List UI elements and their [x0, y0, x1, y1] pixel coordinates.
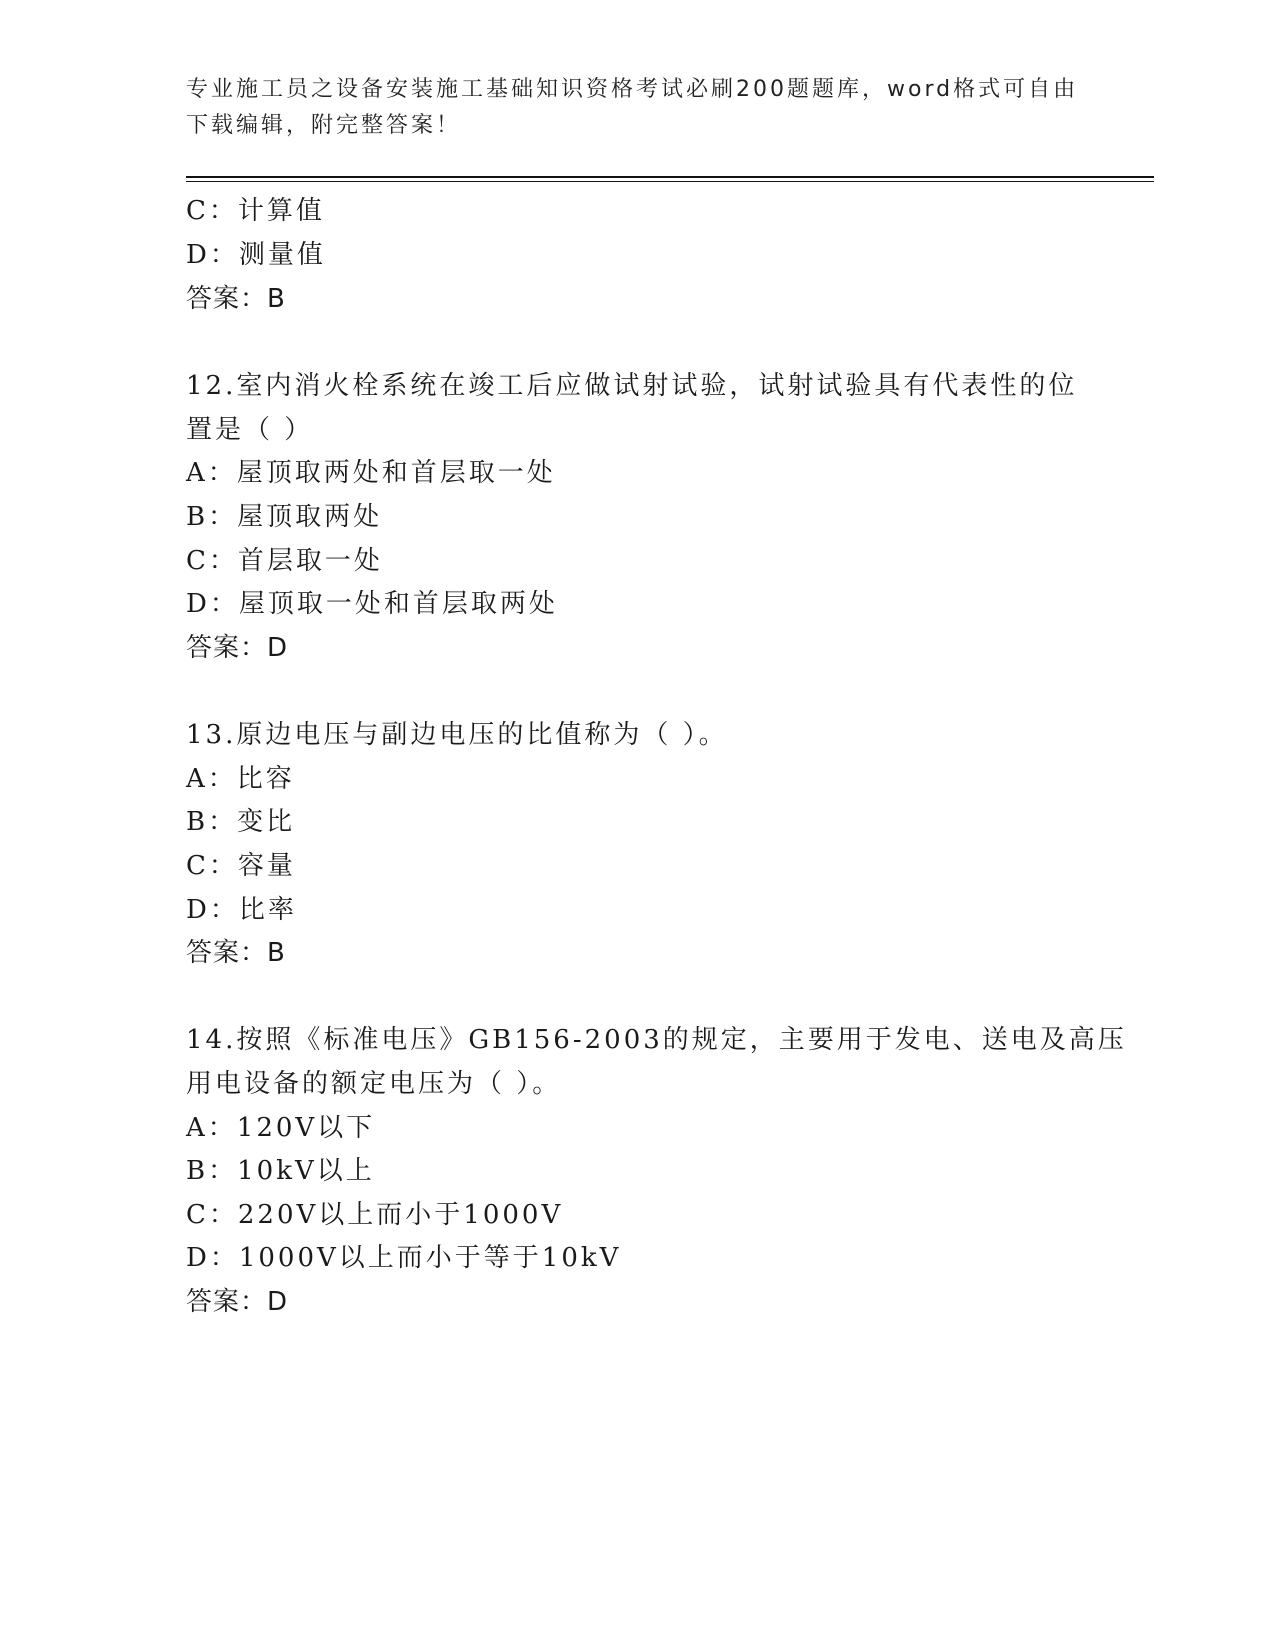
q12-option-a: A：屋顶取两处和首层取一处	[186, 458, 556, 488]
q12-answer: 答案：D	[186, 633, 289, 663]
q13-answer: 答案：B	[186, 938, 286, 968]
document-header	[186, 72, 1086, 144]
header-line-2: 下载编辑，附完整答案！	[186, 113, 462, 138]
q13-option-a: A：比容	[186, 764, 295, 794]
q13-option-c: C：容量	[186, 851, 296, 881]
q14-answer: 答案：D	[186, 1287, 289, 1317]
q13-option-d: D：比率	[186, 895, 297, 925]
q12-option-c: C：首层取一处	[186, 546, 383, 576]
header-divider-thick	[186, 176, 1154, 178]
q13-stem: 13.原边电压与副边电压的比值称为（ ）。	[186, 720, 728, 750]
header-line-1: 专业施工员之设备安装施工基础知识资格考试必刷200题题库，word格式可自由	[186, 77, 1079, 102]
prev-option-d: D：测量值	[186, 240, 326, 270]
prev-option-c: C：计算值	[186, 196, 325, 226]
header-divider-thin	[186, 181, 1154, 182]
q14-option-a: A：120V以下	[186, 1113, 376, 1143]
q13-option-b: B：变比	[186, 807, 296, 837]
q14-stem-line-1: 14.按照《标准电压》GB156-2003的规定，主要用于发电、送电及高压	[186, 1025, 1127, 1055]
q12-stem-line-1: 12.室内消火栓系统在竣工后应做试射试验，试射试验具有代表性的位	[186, 371, 1078, 401]
q14-stem-line-2: 用电设备的额定电压为（ ）。	[186, 1069, 562, 1099]
q12-stem-line-2: 置是（ ）	[186, 415, 314, 445]
q14-option-b: B：10kV以上	[186, 1156, 375, 1186]
prev-answer: 答案：B	[186, 284, 286, 314]
q14-option-d: D：1000V以上而小于等于10kV	[186, 1243, 622, 1273]
q14-option-c: C：220V以上而小于1000V	[186, 1200, 564, 1230]
q12-option-b: B：屋顶取两处	[186, 502, 383, 532]
q12-option-d: D：屋顶取一处和首层取两处	[186, 589, 558, 619]
